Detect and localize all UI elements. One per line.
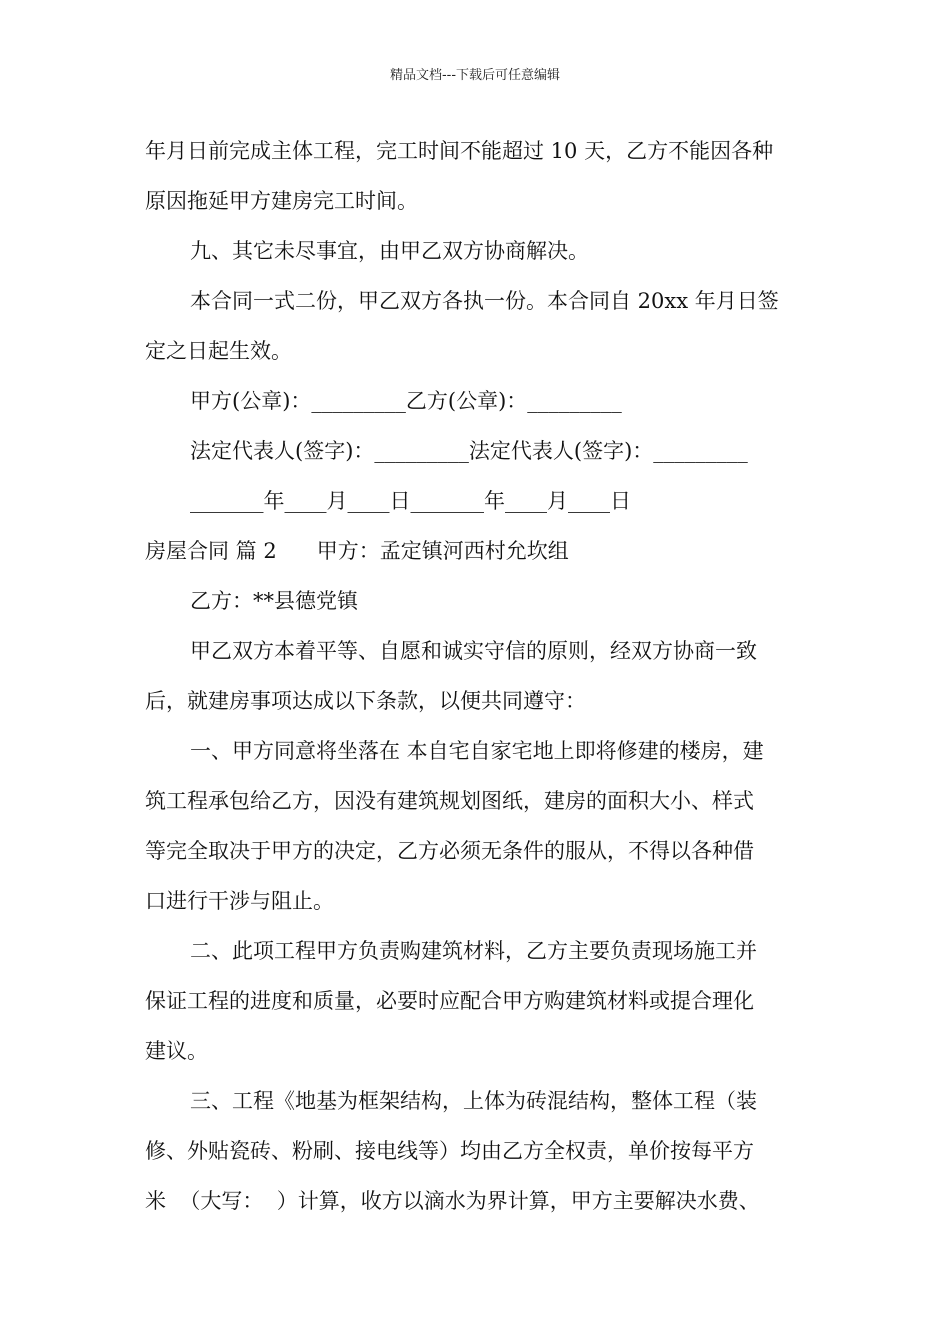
paragraph-line: 等完全取决于甲方的决定，乙方必须无条件的服从，不得以各种借 <box>145 839 754 863</box>
clause-nine: 九、其它未尽事宜，由甲乙双方协商解决。 <box>190 239 589 263</box>
paragraph-line: 定之日起生效。 <box>145 339 292 363</box>
paragraph-line: 保证工程的进度和质量，必要时应配合甲方购建筑材料或提合理化 <box>145 989 754 1013</box>
paragraph-line: 年月日前完成主体工程，完工时间不能超过 10 天，乙方不能因各种 <box>145 139 774 163</box>
party-b: 乙方：**县德党镇 <box>190 589 358 613</box>
paragraph-line: 米 （大写： ）计算，收方以滴水为界计算，甲方主要解决水费、 <box>145 1189 760 1213</box>
signature-representative-line: 法定代表人(签字)：_________法定代表人(签字)：_________ <box>190 439 748 463</box>
section-title: 房屋合同 篇 2 <box>145 539 277 563</box>
section-heading-line <box>145 536 825 566</box>
signature-date-line: _______年____月____日_______年____月____日 <box>190 489 631 513</box>
signature-seal-line: 甲方(公章)：_________乙方(公章)：_________ <box>190 389 622 413</box>
paragraph-line: 本合同一式二份，甲乙双方各执一份。本合同自 20xx 年月日签 <box>190 289 779 313</box>
paragraph-line: 筑工程承包给乙方，因没有建筑规划图纸，建房的面积大小、样式 <box>145 789 754 813</box>
paragraph-line: 修、外贴瓷砖、粉刷、接电线等）均由乙方全权责，单价按每平方 <box>145 1139 754 1163</box>
clause-three: 三、工程《地基为框架结构，上体为砖混结构，整体工程（装 <box>190 1089 757 1113</box>
paragraph-line: 建议。 <box>145 1039 208 1063</box>
paragraph-line: 原因拖延甲方建房完工时间。 <box>145 189 418 213</box>
paragraph-line: 甲乙双方本着平等、自愿和诚实守信的原则，经双方协商一致 <box>190 639 757 663</box>
paragraph-line: 后，就建房事项达成以下条款，以便共同遵守： <box>145 689 586 713</box>
clause-two: 二、此项工程甲方负责购建筑材料，乙方主要负责现场施工并 <box>190 939 757 963</box>
party-a: 甲方：孟定镇河西村允坎组 <box>316 539 569 563</box>
paragraph-line: 口进行干涉与阻止。 <box>145 889 334 913</box>
clause-one: 一、甲方同意将坐落在 本自宅自家宅地上即将修建的楼房，建 <box>190 739 764 763</box>
page-header: 精品文档---下载后可任意编辑 <box>389 68 561 83</box>
